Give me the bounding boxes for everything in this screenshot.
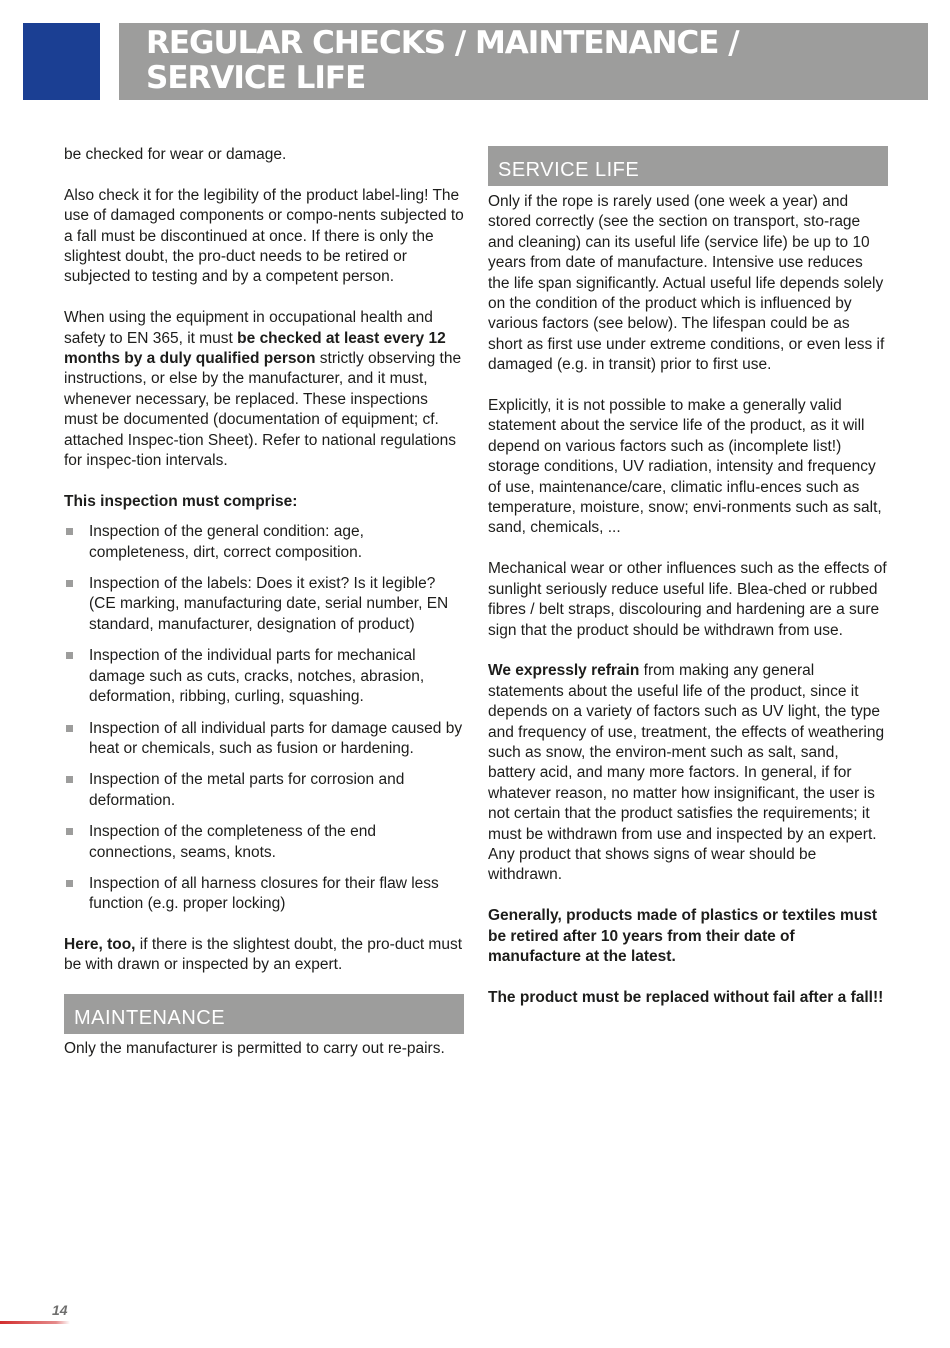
title-line-1: REGULAR CHECKS / MAINTENANCE / — [146, 25, 739, 61]
square-bullet-icon — [66, 528, 73, 535]
list-item: Inspection of the general condition: age, completeness, dirt, correct composition. — [64, 522, 464, 563]
inspection-heading: This inspection must comprise: — [64, 492, 298, 510]
square-bullet-icon — [66, 828, 73, 835]
square-bullet-icon — [66, 776, 73, 783]
header-bar — [119, 23, 928, 100]
list-item: Inspection of all harness closures for their flaw less function (e.g. proper locking) — [64, 874, 464, 915]
square-bullet-icon — [66, 880, 73, 887]
text: When using the equipment in occupational health and safety to EN 365, it must — [64, 309, 433, 347]
paragraph: Explicitly, it is not possible to make a generally valid statement about the service life of the product, as it will depend on various factors such as (incomplete list!) storage conditions, UV radiation, intensity and frequency of use, maintenance/care, climatic influ-ences such as temperature, moisture, snow; envi-ronments such as salt, sand, chemicals, ... — [488, 397, 882, 537]
list-item: Inspection of the completeness of the end connections, seams, knots. — [64, 822, 464, 863]
square-bullet-icon — [66, 725, 73, 732]
text: strictly observing the instructions, or else by the manufacturer, and it must, whenever necessary, be replaced. These inspections must be documented (documentation of equipment; cf. attached Inspec-tion Sheet). Refer to national regulations for inspec-tion intervals. — [64, 350, 462, 470]
paragraph: Also check it for the legibility of the product label-ling! The use of damaged components or compo-nents subjected to a fall must be discontinued at once. If there is only the slightest doubt, the pro-duct needs to be retired or subjected to testing and by a competent person. — [64, 186, 464, 286]
paragraph — [64, 308, 464, 471]
list-item: Inspection of the metal parts for corrosion and deformation. — [64, 770, 464, 811]
paragraph — [64, 935, 464, 976]
bold-text: We expressly refrain — [488, 662, 640, 680]
title-line-2: SERVICE LIFE — [146, 60, 366, 96]
list-item: Inspection of all individual parts for damage caused by heat or chemicals, such as fusion or hardening. — [64, 719, 464, 760]
maintenance-heading: MAINTENANCE — [64, 994, 464, 1034]
paragraph: Only if the rope is rarely used (one week a year) and stored correctly (see the section on transport, sto-rage and cleaning) can its useful life (service life) be up to 10 years from date of manufacture. Intensive use reduces the life span significantly. Actual useful life depends solely on the condition of the product which is influenced by various factors (see below). The lifespan could be as short as first use under extreme conditions, or even less if damaged (e.g. in transit) prior to first use. — [488, 193, 885, 374]
bold-text: Here, too, — [64, 935, 136, 953]
text: if there is the slightest doubt, the pro-duct must be with drawn or inspected by an expert. — [64, 935, 463, 974]
text: from making any general statements about the useful life of the product, since it depends on a variety of factors such as UV light, the type and frequency of use, treatment, the effects of weathering such as snow, the environ-ment such as salt, sand, battery acid, and many more factors. In general, if for whatever reason, no matter how insignificant, the user is not certain that the product satisfies the requirements; it must be withdrawn from use and inspected by an expert. Any product that shows signs of wear should be withdrawn. — [488, 662, 885, 884]
page-number: 14 — [52, 1302, 68, 1318]
service-life-heading: SERVICE LIFE — [488, 146, 888, 186]
page-title — [119, 23, 928, 96]
bold-paragraph: Generally, products made of plastics or textiles must be retired after 10 years from their date of manufacture at the latest. — [488, 907, 878, 965]
square-bullet-icon — [66, 652, 73, 659]
bold-text: be checked at least every 12 months by a duly qualified person — [64, 329, 446, 368]
paragraph: Mechanical wear or other influences such as the effects of sunlight seriously reduce useful life. Blea-ched or rubbed fibres / belt straps, discolouring and hardening are a sure sign that the product should be withdrawn from use. — [488, 560, 887, 639]
header-color-block — [23, 23, 100, 100]
paragraph — [488, 661, 888, 885]
square-bullet-icon — [66, 580, 73, 587]
right-column — [488, 145, 888, 1029]
footer-rule — [0, 1321, 70, 1324]
inspection-list — [64, 522, 464, 915]
list-item: Inspection of the individual parts for mechanical damage such as cuts, cracks, notches, abrasion, deformation, ribbing, curling, squashing. — [64, 646, 464, 707]
paragraph: Only the manufacturer is permitted to carry out re-pairs. — [64, 1039, 445, 1057]
bold-paragraph: The product must be replaced without fail after a fall!! — [488, 988, 884, 1006]
list-item: Inspection of the labels: Does it exist? Is it legible? (CE marking, manufacturing date, serial number, EN standard, manufacturer, designation of product) — [64, 574, 464, 635]
paragraph: be checked for wear or damage. — [64, 146, 287, 163]
left-column — [64, 145, 464, 1079]
